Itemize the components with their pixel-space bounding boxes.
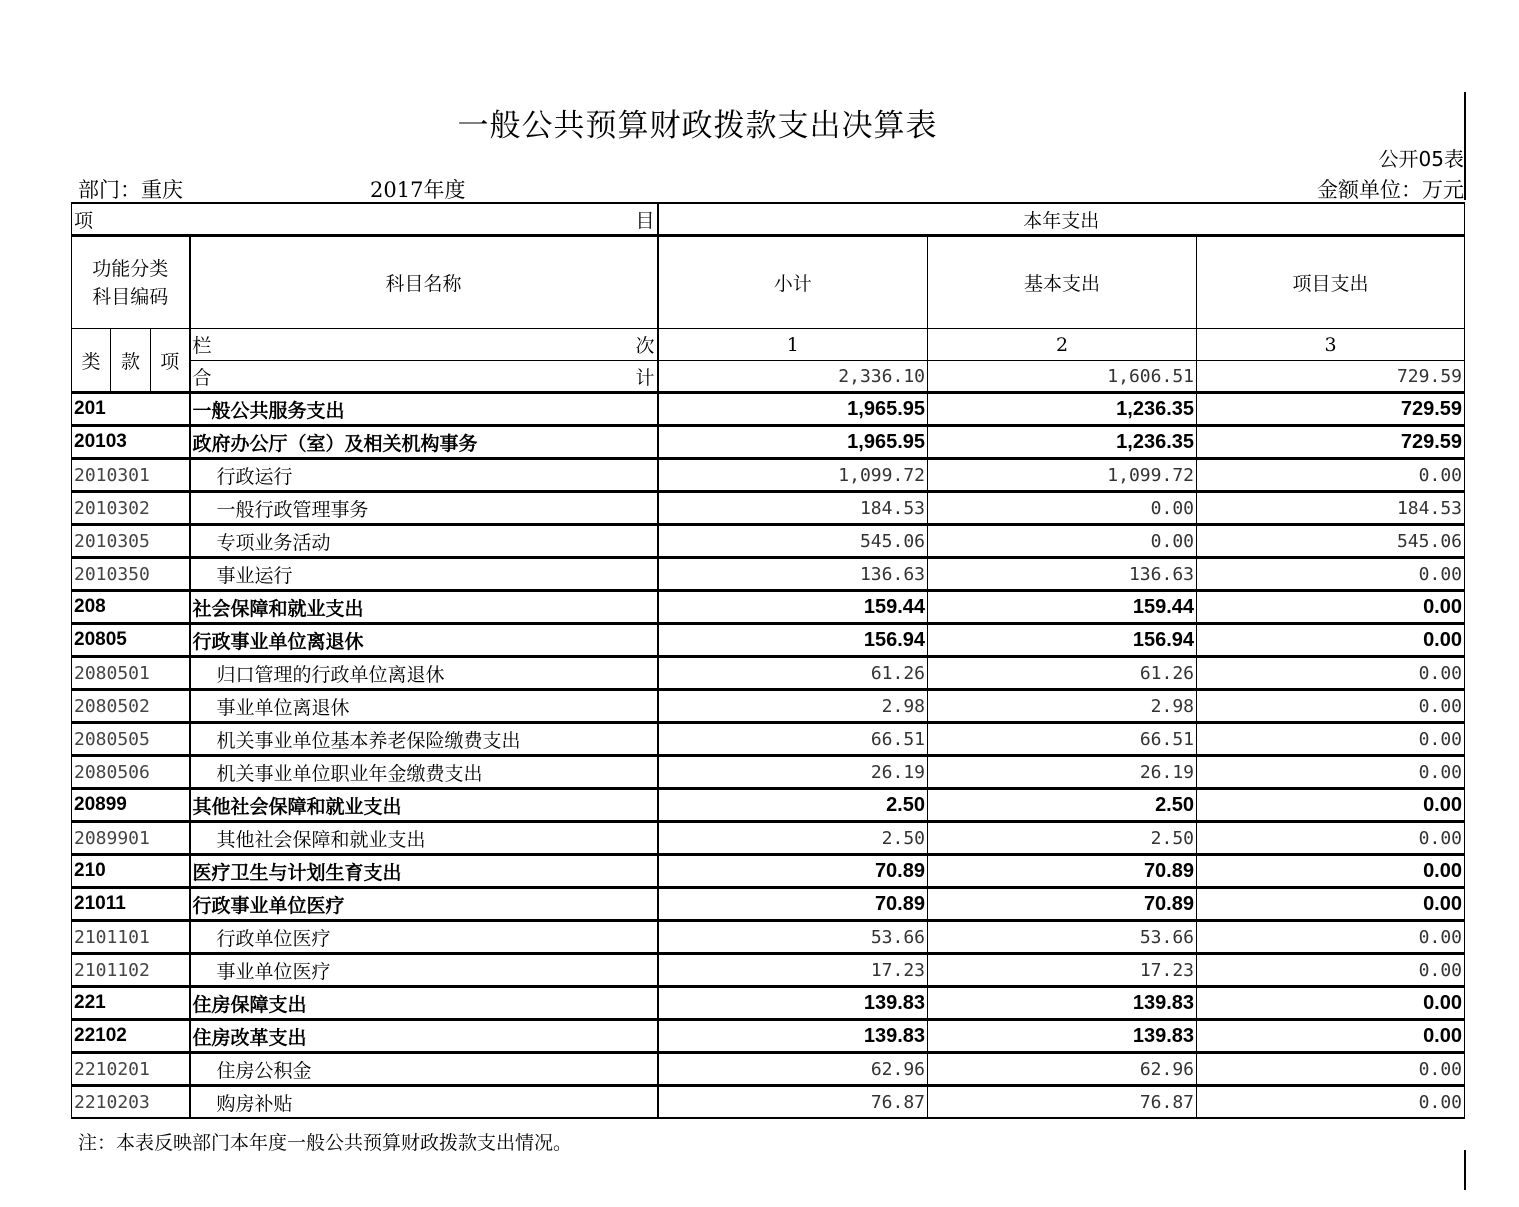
department-label: 部门：重庆 xyxy=(78,178,183,202)
row-basic: 1,236.35 xyxy=(928,426,1197,459)
subtotal-header: 小计 xyxy=(658,236,928,329)
table-row xyxy=(72,888,1465,921)
project-header: 项目支出 xyxy=(1197,236,1465,329)
row-name: 社会保障和就业支出 xyxy=(190,591,658,624)
col-index-3: 3 xyxy=(1197,329,1465,361)
kuan-header: 款 xyxy=(111,329,151,393)
row-name: 事业单位离退休 xyxy=(190,690,658,723)
row-name: 住房保障支出 xyxy=(190,987,658,1020)
row-code: 2010305 xyxy=(72,525,190,558)
row-project: 0.00 xyxy=(1197,459,1465,492)
table-row xyxy=(72,459,1465,492)
row-basic: 1,099.72 xyxy=(928,459,1197,492)
row-subtotal: 184.53 xyxy=(658,492,928,525)
row-project: 729.59 xyxy=(1197,393,1465,426)
row-project: 0.00 xyxy=(1197,1086,1465,1119)
table-row xyxy=(72,822,1465,855)
row-project: 0.00 xyxy=(1197,921,1465,954)
row-code: 20805 xyxy=(72,624,190,657)
row-code: 2101102 xyxy=(72,954,190,987)
row-basic: 0.00 xyxy=(928,525,1197,558)
row-code: 2010350 xyxy=(72,558,190,591)
row-subtotal: 1,965.95 xyxy=(658,393,928,426)
row-subtotal: 70.89 xyxy=(658,888,928,921)
column-index-label xyxy=(190,329,658,361)
row-code: 2080505 xyxy=(72,723,190,756)
row-name: 购房补贴 xyxy=(190,1086,658,1119)
row-subtotal: 545.06 xyxy=(658,525,928,558)
row-subtotal: 1,099.72 xyxy=(658,459,928,492)
row-code: 2089901 xyxy=(72,822,190,855)
table-row xyxy=(72,756,1465,789)
row-subtotal: 62.96 xyxy=(658,1053,928,1086)
row-code: 2210201 xyxy=(72,1053,190,1086)
row-basic: 66.51 xyxy=(928,723,1197,756)
row-code: 210 xyxy=(72,855,190,888)
row-project: 0.00 xyxy=(1197,822,1465,855)
row-code: 2010301 xyxy=(72,459,190,492)
row-subtotal: 17.23 xyxy=(658,954,928,987)
row-project: 0.00 xyxy=(1197,888,1465,921)
he-label: 合 xyxy=(192,366,212,389)
row-basic: 17.23 xyxy=(928,954,1197,987)
row-basic: 61.26 xyxy=(928,657,1197,690)
row-subtotal: 139.83 xyxy=(658,1020,928,1053)
row-basic: 1,236.35 xyxy=(928,393,1197,426)
table-row xyxy=(72,657,1465,690)
row-code: 201 xyxy=(72,393,190,426)
row-name: 归口管理的行政单位离退休 xyxy=(190,657,658,690)
row-subtotal: 1,965.95 xyxy=(658,426,928,459)
xiang-header: 项 xyxy=(151,329,190,393)
row-project: 729.59 xyxy=(1197,426,1465,459)
row-basic: 2.98 xyxy=(928,690,1197,723)
row-project: 0.00 xyxy=(1197,954,1465,987)
row-code: 21011 xyxy=(72,888,190,921)
table-row xyxy=(72,1053,1465,1086)
row-name: 机关事业单位职业年金缴费支出 xyxy=(190,756,658,789)
row-subtotal: 26.19 xyxy=(658,756,928,789)
row-code: 2080506 xyxy=(72,756,190,789)
table-row xyxy=(72,987,1465,1020)
row-project: 0.00 xyxy=(1197,1020,1465,1053)
row-subtotal: 2.98 xyxy=(658,690,928,723)
row-code: 2210203 xyxy=(72,1086,190,1119)
row-subtotal: 139.83 xyxy=(658,987,928,1020)
row-basic: 76.87 xyxy=(928,1086,1197,1119)
row-name: 住房公积金 xyxy=(190,1053,658,1086)
row-subtotal: 61.26 xyxy=(658,657,928,690)
col-index-2: 2 xyxy=(928,329,1197,361)
table-row xyxy=(72,954,1465,987)
row-basic: 70.89 xyxy=(928,888,1197,921)
table-row xyxy=(72,1086,1465,1119)
table-row xyxy=(72,789,1465,822)
row-subtotal: 76.87 xyxy=(658,1086,928,1119)
table-row xyxy=(72,492,1465,525)
row-subtotal: 156.94 xyxy=(658,624,928,657)
item-right-label: 目 xyxy=(635,209,655,232)
row-name: 其他社会保障和就业支出 xyxy=(190,789,658,822)
row-project: 0.00 xyxy=(1197,657,1465,690)
row-subtotal: 66.51 xyxy=(658,723,928,756)
row-code: 2080501 xyxy=(72,657,190,690)
row-project: 0.00 xyxy=(1197,789,1465,822)
row-name: 专项业务活动 xyxy=(190,525,658,558)
total-subtotal: 2,336.10 xyxy=(658,361,928,393)
row-name: 事业单位医疗 xyxy=(190,954,658,987)
row-code: 22102 xyxy=(72,1020,190,1053)
row-basic: 136.63 xyxy=(928,558,1197,591)
row-project: 0.00 xyxy=(1197,723,1465,756)
row-project: 0.00 xyxy=(1197,591,1465,624)
row-subtotal: 2.50 xyxy=(658,822,928,855)
row-code: 2010302 xyxy=(72,492,190,525)
table-row xyxy=(72,591,1465,624)
row-project: 0.00 xyxy=(1197,624,1465,657)
expenditure-table xyxy=(71,202,1465,1119)
row-name: 其他社会保障和就业支出 xyxy=(190,822,658,855)
edge-line-top xyxy=(1464,92,1466,200)
table-row xyxy=(72,426,1465,459)
current-year-header: 本年支出 xyxy=(658,203,1465,236)
row-name: 行政单位医疗 xyxy=(190,921,658,954)
table-row xyxy=(72,921,1465,954)
row-project: 545.06 xyxy=(1197,525,1465,558)
fiscal-year: 2017年度 xyxy=(370,178,466,202)
total-basic: 1,606.51 xyxy=(928,361,1197,393)
row-code: 20899 xyxy=(72,789,190,822)
row-basic: 2.50 xyxy=(928,822,1197,855)
table-row xyxy=(72,723,1465,756)
table-row xyxy=(72,393,1465,426)
row-project: 0.00 xyxy=(1197,756,1465,789)
row-basic: 53.66 xyxy=(928,921,1197,954)
row-code: 2080502 xyxy=(72,690,190,723)
row-code: 20103 xyxy=(72,426,190,459)
item-header xyxy=(72,203,658,236)
row-project: 184.53 xyxy=(1197,492,1465,525)
row-project: 0.00 xyxy=(1197,558,1465,591)
row-subtotal: 70.89 xyxy=(658,855,928,888)
row-subtotal: 136.63 xyxy=(658,558,928,591)
edge-line-bottom xyxy=(1464,1150,1466,1190)
item-left-label: 项 xyxy=(74,209,94,232)
table-note: 注：本表反映部门本年度一般公共预算财政拨款支出情况。 xyxy=(78,1132,573,1154)
basic-header: 基本支出 xyxy=(928,236,1197,329)
row-name: 一般公共服务支出 xyxy=(190,393,658,426)
table-row xyxy=(72,690,1465,723)
row-name: 行政事业单位医疗 xyxy=(190,888,658,921)
row-name: 政府办公厅（室）及相关机构事务 xyxy=(190,426,658,459)
row-name: 事业运行 xyxy=(190,558,658,591)
row-code: 2101101 xyxy=(72,921,190,954)
table-header xyxy=(72,203,1465,393)
row-subtotal: 53.66 xyxy=(658,921,928,954)
row-project: 0.00 xyxy=(1197,690,1465,723)
row-project: 0.00 xyxy=(1197,987,1465,1020)
row-subtotal: 2.50 xyxy=(658,789,928,822)
table-row xyxy=(72,525,1465,558)
amount-unit: 金额单位：万元 xyxy=(1317,178,1464,202)
table-body xyxy=(72,393,1465,1119)
lei-header: 类 xyxy=(72,329,111,393)
row-code: 221 xyxy=(72,987,190,1020)
page-title: 一般公共预算财政拨款支出决算表 xyxy=(457,108,938,144)
row-name: 住房改革支出 xyxy=(190,1020,658,1053)
ci-label: 次 xyxy=(635,335,655,357)
row-basic: 62.96 xyxy=(928,1053,1197,1086)
table-row xyxy=(72,855,1465,888)
subject-name-header: 科目名称 xyxy=(190,236,658,329)
total-label xyxy=(190,361,658,393)
row-basic: 159.44 xyxy=(928,591,1197,624)
row-name: 一般行政管理事务 xyxy=(190,492,658,525)
row-project: 0.00 xyxy=(1197,855,1465,888)
table-row xyxy=(72,1020,1465,1053)
row-basic: 139.83 xyxy=(928,987,1197,1020)
table-row xyxy=(72,558,1465,591)
row-project: 0.00 xyxy=(1197,1053,1465,1086)
row-basic: 26.19 xyxy=(928,756,1197,789)
ji-label: 计 xyxy=(635,366,655,389)
row-name: 行政事业单位离退休 xyxy=(190,624,658,657)
form-number: 公开05表 xyxy=(1378,147,1464,171)
row-code: 208 xyxy=(72,591,190,624)
table-row xyxy=(72,624,1465,657)
row-name: 机关事业单位基本养老保险缴费支出 xyxy=(190,723,658,756)
row-basic: 70.89 xyxy=(928,855,1197,888)
total-project: 729.59 xyxy=(1197,361,1465,393)
row-basic: 156.94 xyxy=(928,624,1197,657)
row-basic: 0.00 xyxy=(928,492,1197,525)
row-basic: 139.83 xyxy=(928,1020,1197,1053)
col-index-1: 1 xyxy=(658,329,928,361)
func-code-header: 功能分类科目编码 xyxy=(72,236,190,329)
row-name: 医疗卫生与计划生育支出 xyxy=(190,855,658,888)
row-basic: 2.50 xyxy=(928,789,1197,822)
lan-label: 栏 xyxy=(192,335,212,357)
row-name: 行政运行 xyxy=(190,459,658,492)
row-subtotal: 159.44 xyxy=(658,591,928,624)
